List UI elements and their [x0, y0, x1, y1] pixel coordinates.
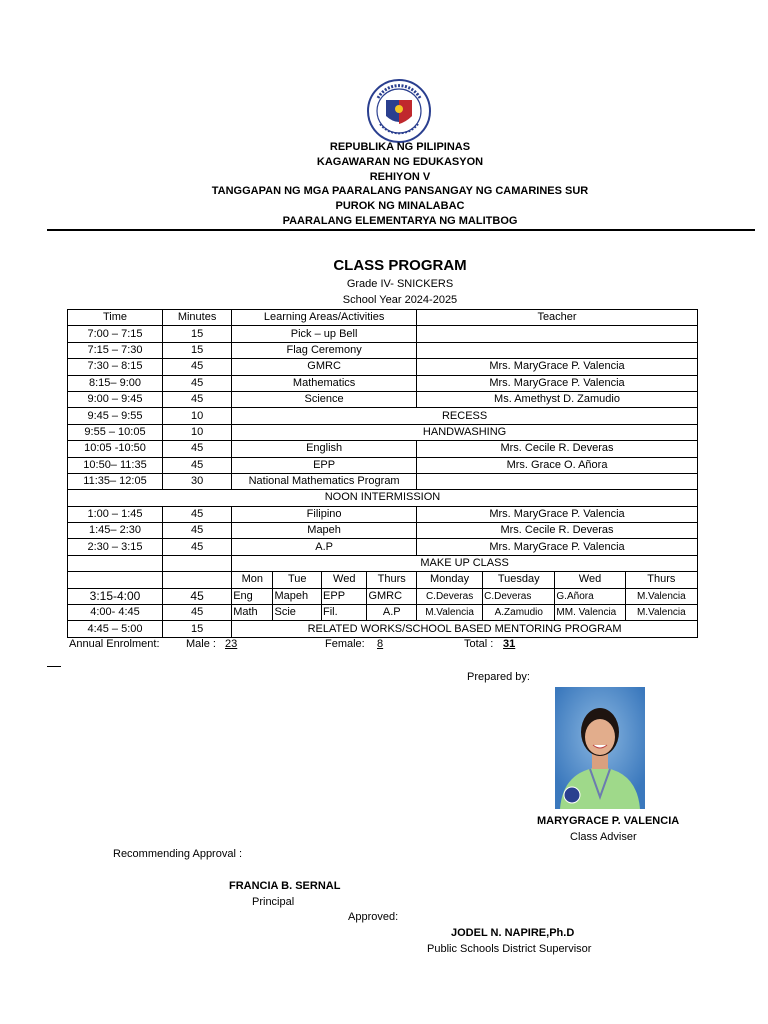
row-time: 2:30 – 3:15	[68, 539, 163, 555]
row-area: EPP	[232, 457, 417, 473]
row-time: 10:05 -10:50	[68, 441, 163, 457]
supervisor-title: Public Schools District Supervisor	[427, 943, 592, 955]
row-blank	[68, 555, 163, 571]
total-count: 31	[503, 638, 516, 650]
table-row-makeup	[68, 588, 698, 604]
row-area: A.P	[232, 539, 417, 555]
table-row	[68, 441, 698, 457]
page-title: CLASS PROGRAM	[333, 257, 467, 274]
row-time: 11:35– 12:05	[68, 473, 163, 489]
table-row	[68, 326, 698, 342]
makeup-cell: M.Valencia	[625, 588, 697, 604]
row-minutes: 45	[163, 588, 232, 604]
makeup-cell: M.Valencia	[417, 605, 483, 621]
row-area: Filipino	[232, 506, 417, 522]
day-label: Wed	[555, 572, 625, 588]
header-line-1: REPUBLIKA NG PILIPINAS	[329, 141, 471, 153]
day-label: Monday	[417, 572, 483, 588]
table-row	[68, 391, 698, 407]
row-blank	[68, 572, 163, 588]
header-line-6: PAARALANG ELEMENTARYA NG MALITBOG	[282, 215, 518, 227]
row-area: Science	[232, 391, 417, 407]
table-row	[68, 375, 698, 391]
row-noon-intermission: NOON INTERMISSION	[68, 490, 698, 506]
row-minutes: 15	[163, 621, 232, 637]
adviser-photo	[555, 687, 645, 809]
male-count: 23	[225, 638, 238, 650]
row-time: 9:45 – 9:55	[68, 408, 163, 424]
row-blank	[163, 572, 232, 588]
supervisor-name: JODEL N. NAPIRE,Ph.D	[451, 927, 575, 939]
makeup-cell: EPP	[322, 588, 367, 604]
prepared-by-label: Prepared by:	[467, 671, 530, 683]
row-minutes: 45	[163, 506, 232, 522]
row-area: RELATED WORKS/SCHOOL BASED MENTORING PROGRAM	[232, 621, 698, 637]
table-row-makeup	[68, 605, 698, 621]
row-area: English	[232, 441, 417, 457]
table-row	[68, 506, 698, 522]
table-row	[68, 621, 698, 637]
makeup-cell: Fil.	[322, 605, 367, 621]
day-label: Mon	[232, 572, 273, 588]
table-row	[68, 359, 698, 375]
row-minutes: 45	[163, 539, 232, 555]
row-teacher: Mrs. MaryGrace P. Valencia	[417, 506, 698, 522]
makeup-cell: C.Deveras	[417, 588, 483, 604]
row-time: 3:15-4:00	[68, 588, 163, 604]
row-time: 1:00 – 1:45	[68, 506, 163, 522]
row-area: GMRC	[232, 359, 417, 375]
makeup-cell: Eng	[232, 588, 273, 604]
row-minutes: 10	[163, 408, 232, 424]
makeup-cell: Math	[232, 605, 273, 621]
grade-section: Grade IV- SNICKERS	[346, 278, 454, 290]
deped-seal-icon	[366, 78, 432, 144]
header-line-4: TANGGAPAN NG MGA PAARALANG PANSANGAY NG CAMARINES SUR	[211, 185, 589, 197]
row-teacher	[417, 326, 698, 342]
row-teacher: Mrs. MaryGrace P. Valencia	[417, 359, 698, 375]
row-teacher: Mrs. Grace O. Añora	[417, 457, 698, 473]
makeup-cell: M.Valencia	[625, 605, 697, 621]
row-area: Mapeh	[232, 523, 417, 539]
makeup-cell: A.P	[367, 605, 417, 621]
row-time: 9:55 – 10:05	[68, 424, 163, 440]
short-rule	[47, 666, 61, 667]
class-program-table	[67, 309, 698, 638]
school-year: School Year 2024-2025	[342, 294, 458, 306]
adviser-name: MARYGRACE P. VALENCIA	[537, 815, 680, 827]
row-area: National Mathematics Program	[232, 473, 417, 489]
row-teacher: Mrs. MaryGrace P. Valencia	[417, 539, 698, 555]
row-time: 10:50– 11:35	[68, 457, 163, 473]
row-area: HANDWASHING	[232, 424, 698, 440]
principal-name: FRANCIA B. SERNAL	[229, 880, 341, 892]
row-time: 4:00- 4:45	[68, 605, 163, 621]
makeup-cell: MM. Valencia	[555, 605, 625, 621]
day-label: Wed	[322, 572, 367, 588]
row-time: 1:45– 2:30	[68, 523, 163, 539]
principal-title: Principal	[252, 896, 295, 908]
row-teacher: Mrs. MaryGrace P. Valencia	[417, 375, 698, 391]
row-teacher: Mrs. Cecile R. Deveras	[417, 441, 698, 457]
header-areas: Learning Areas/Activities	[232, 310, 417, 326]
header-teacher: Teacher	[417, 310, 698, 326]
row-time: 4:45 – 5:00	[68, 621, 163, 637]
row-minutes: 30	[163, 473, 232, 489]
row-minutes: 45	[163, 391, 232, 407]
makeup-cell: G.Añora	[555, 588, 625, 604]
row-minutes: 45	[163, 523, 232, 539]
row-makeup-class: MAKE UP CLASS	[232, 555, 698, 571]
row-area: RECESS	[232, 408, 698, 424]
row-minutes: 10	[163, 424, 232, 440]
table-row	[68, 473, 698, 489]
total-label: Total :	[464, 638, 494, 650]
table-row	[68, 424, 698, 440]
makeup-cell: Scie	[273, 605, 322, 621]
row-time: 7:15 – 7:30	[68, 342, 163, 358]
row-minutes: 45	[163, 359, 232, 375]
row-teacher: Mrs. Cecile R. Deveras	[417, 523, 698, 539]
day-label: Thurs	[625, 572, 697, 588]
row-minutes: 45	[163, 441, 232, 457]
row-minutes: 45	[163, 457, 232, 473]
enrolment-label: Annual Enrolment:	[69, 638, 160, 650]
female-label: Female:	[325, 638, 365, 650]
row-area: Pick – up Bell	[232, 326, 417, 342]
row-area: Flag Ceremony	[232, 342, 417, 358]
table-row	[68, 523, 698, 539]
header-line-3: REHIYON V	[369, 171, 431, 183]
row-time: 7:00 – 7:15	[68, 326, 163, 342]
day-label: Tuesday	[483, 572, 555, 588]
row-teacher: Ms. Amethyst D. Zamudio	[417, 391, 698, 407]
makeup-cell: GMRC	[367, 588, 417, 604]
header-line-5: PUROK NG MINALABAC	[335, 200, 465, 212]
female-count: 8	[377, 638, 384, 650]
row-minutes: 45	[163, 605, 232, 621]
adviser-title: Class Adviser	[570, 831, 637, 843]
row-teacher	[417, 342, 698, 358]
makeup-cell: A.Zamudio	[483, 605, 555, 621]
header-minutes: Minutes	[163, 310, 232, 326]
row-time: 8:15– 9:00	[68, 375, 163, 391]
header-divider	[47, 229, 755, 231]
row-time: 9:00 – 9:45	[68, 391, 163, 407]
table-row-noon	[68, 490, 698, 506]
header-time: Time	[68, 310, 163, 326]
row-minutes: 45	[163, 375, 232, 391]
table-row	[68, 408, 698, 424]
row-minutes: 15	[163, 326, 232, 342]
day-label: Tue	[273, 572, 322, 588]
row-minutes: 15	[163, 342, 232, 358]
approved-label: Approved:	[348, 911, 399, 923]
table-row-makeup-label	[68, 555, 698, 571]
table-row	[68, 457, 698, 473]
header-line-2: KAGAWARAN NG EDUKASYON	[316, 156, 484, 168]
table-row	[68, 539, 698, 555]
row-teacher	[417, 473, 698, 489]
makeup-cell: C.Deveras	[483, 588, 555, 604]
row-time: 7:30 – 8:15	[68, 359, 163, 375]
makeup-cell: Mapeh	[273, 588, 322, 604]
day-label: Thurs	[367, 572, 417, 588]
row-blank	[163, 555, 232, 571]
recommending-label: Recommending Approval :	[113, 848, 243, 860]
male-label: Male :	[186, 638, 216, 650]
table-row	[68, 342, 698, 358]
table-header-row	[68, 310, 698, 326]
row-area: Mathematics	[232, 375, 417, 391]
table-row-makeup-days	[68, 572, 698, 588]
